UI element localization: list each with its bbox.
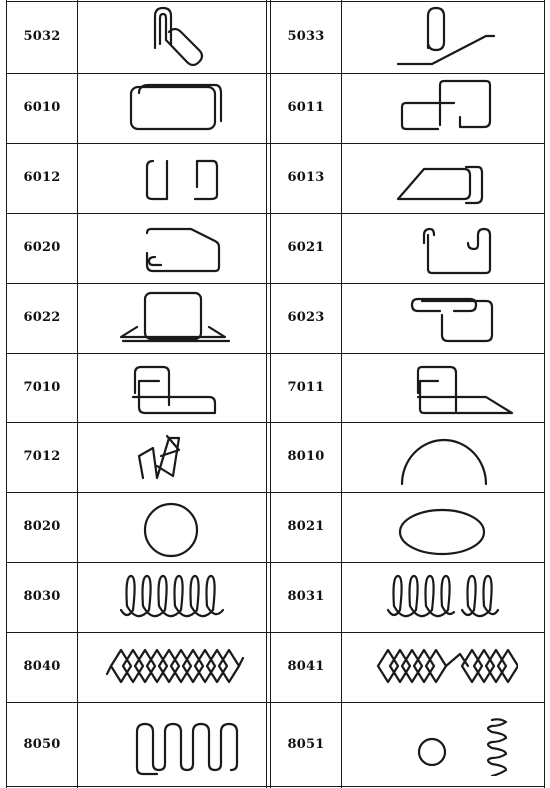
item-code: 6013 — [287, 170, 325, 185]
box-with-flared-base-icon — [97, 287, 247, 349]
item-code: 6020 — [23, 240, 61, 255]
item-code: 8021 — [287, 519, 325, 534]
item-code: 7011 — [287, 379, 325, 395]
item-code: 8020 — [23, 519, 61, 534]
row-divider — [6, 213, 545, 214]
split-coil-spring-icon — [368, 566, 518, 628]
semicircle-arc-icon — [368, 426, 518, 488]
interlocked-rectangles-icon — [368, 287, 518, 349]
row-divider — [6, 143, 545, 144]
row-divider — [6, 283, 545, 284]
split-zigzag-lattice-icon — [368, 636, 518, 698]
coil-spring-icon — [97, 566, 247, 628]
item-code: 8051 — [287, 737, 325, 752]
item-code: 6012 — [23, 170, 61, 185]
row-divider — [6, 562, 545, 563]
offset-rectangles-icon — [97, 357, 247, 419]
rounded-rectangle-clip-icon — [97, 77, 247, 139]
two-open-brackets-icon — [97, 147, 247, 209]
item-code: 8041 — [287, 659, 325, 674]
overlapping-squares-clip-icon — [368, 77, 518, 139]
row-divider — [6, 702, 545, 703]
row-divider — [6, 786, 545, 787]
row-divider — [6, 73, 545, 74]
ring-and-vertical-spring-icon — [368, 714, 518, 776]
offset-rectangles-slanted-icon — [368, 357, 518, 419]
item-code: 5033 — [287, 28, 325, 44]
serpentine-wire-icon — [97, 714, 247, 776]
slanted-box-clip-icon — [97, 217, 247, 279]
item-code: 7012 — [23, 449, 61, 464]
item-code: 6022 — [23, 310, 61, 325]
table-center-divider-a — [266, 0, 267, 788]
paper-clip-double-loop-icon — [97, 6, 247, 68]
zigzag-lattice-icon — [97, 636, 247, 698]
double-hook-clip-icon — [368, 217, 518, 279]
item-code: 8050 — [23, 737, 61, 752]
trapezoid-clip-icon — [368, 147, 518, 209]
item-code: 7010 — [23, 379, 61, 395]
item-code: 5032 — [23, 28, 61, 44]
twisted-figure-eight-icon — [97, 426, 247, 488]
item-code: 6010 — [23, 100, 61, 115]
row-divider — [6, 1, 545, 2]
item-code: 8030 — [23, 589, 61, 604]
item-code: 6011 — [287, 100, 325, 115]
ellipse-icon — [368, 496, 518, 558]
row-divider — [6, 492, 545, 493]
item-code: 6023 — [287, 310, 325, 325]
item-code: 8040 — [23, 659, 61, 674]
circle-icon — [97, 496, 247, 558]
row-divider — [6, 422, 545, 423]
item-code: 8010 — [287, 449, 325, 464]
table-border-right — [544, 0, 545, 788]
paper-clip-with-slanted-tail-icon — [368, 6, 518, 68]
row-divider — [6, 632, 545, 633]
row-divider — [6, 353, 545, 354]
item-code: 8031 — [287, 589, 325, 604]
item-code: 6021 — [287, 240, 325, 255]
